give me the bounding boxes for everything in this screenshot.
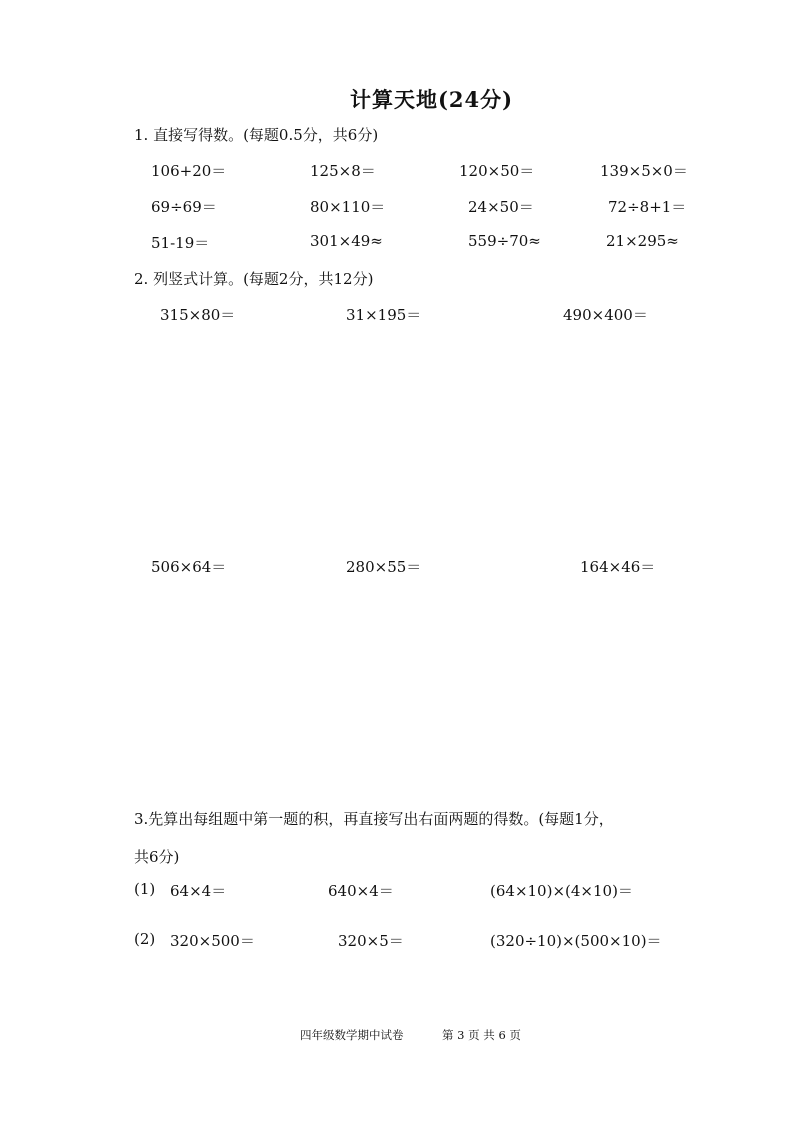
question-1-12: 21×295≈ — [606, 232, 679, 250]
group-2-question-1: 320×500＝ — [170, 932, 255, 950]
group-1-question-3: (64×10)×(4×10)＝ — [490, 882, 633, 900]
question-2-5: 280×55＝ — [346, 558, 422, 576]
group-1-question-2: 640×4＝ — [328, 882, 394, 900]
footer-exam-name: 四年级数学期中试卷 — [300, 1028, 404, 1042]
question-1-6: 80×110＝ — [310, 198, 386, 216]
question-1-5: 69÷69＝ — [151, 198, 217, 216]
question-1-10: 301×49≈ — [310, 232, 383, 250]
page-title: 计算天地(24分) — [350, 87, 514, 112]
group-2-label: (2) — [134, 930, 156, 948]
question-1-9: 51-19＝ — [151, 234, 210, 252]
question-2-4: 506×64＝ — [151, 558, 227, 576]
question-2-3: 490×400＝ — [563, 306, 648, 324]
section-3-heading-line-1: 3.先算出每组题中第一题的积，再直接写出右面两题的得数。(每题1分， — [134, 810, 614, 828]
question-2-2: 31×195＝ — [346, 306, 422, 324]
question-1-8: 72÷8+1＝ — [608, 198, 687, 216]
group-1-label: (1) — [134, 880, 156, 898]
section-1-heading: 1. 直接写得数。(每题0.5分，共6分) — [134, 126, 379, 144]
group-1-question-1: 64×4＝ — [170, 882, 227, 900]
section-2-heading: 2. 列竖式计算。(每题2分，共12分) — [134, 270, 374, 288]
group-2-question-3: (320÷10)×(500×10)＝ — [490, 932, 662, 950]
question-1-4: 139×5×0＝ — [600, 162, 688, 180]
section-3-heading-line-2: 共6分) — [134, 848, 180, 866]
question-1-1: 106+20＝ — [151, 162, 227, 180]
question-1-2: 125×8＝ — [310, 162, 376, 180]
group-2-question-2: 320×5＝ — [338, 932, 404, 950]
question-2-6: 164×46＝ — [580, 558, 656, 576]
footer-page-info: 第 3 页 共 6 页 — [442, 1028, 521, 1042]
question-1-7: 24×50＝ — [468, 198, 534, 216]
question-1-11: 559÷70≈ — [468, 232, 541, 250]
question-2-1: 315×80＝ — [160, 306, 236, 324]
question-1-3: 120×50＝ — [459, 162, 535, 180]
